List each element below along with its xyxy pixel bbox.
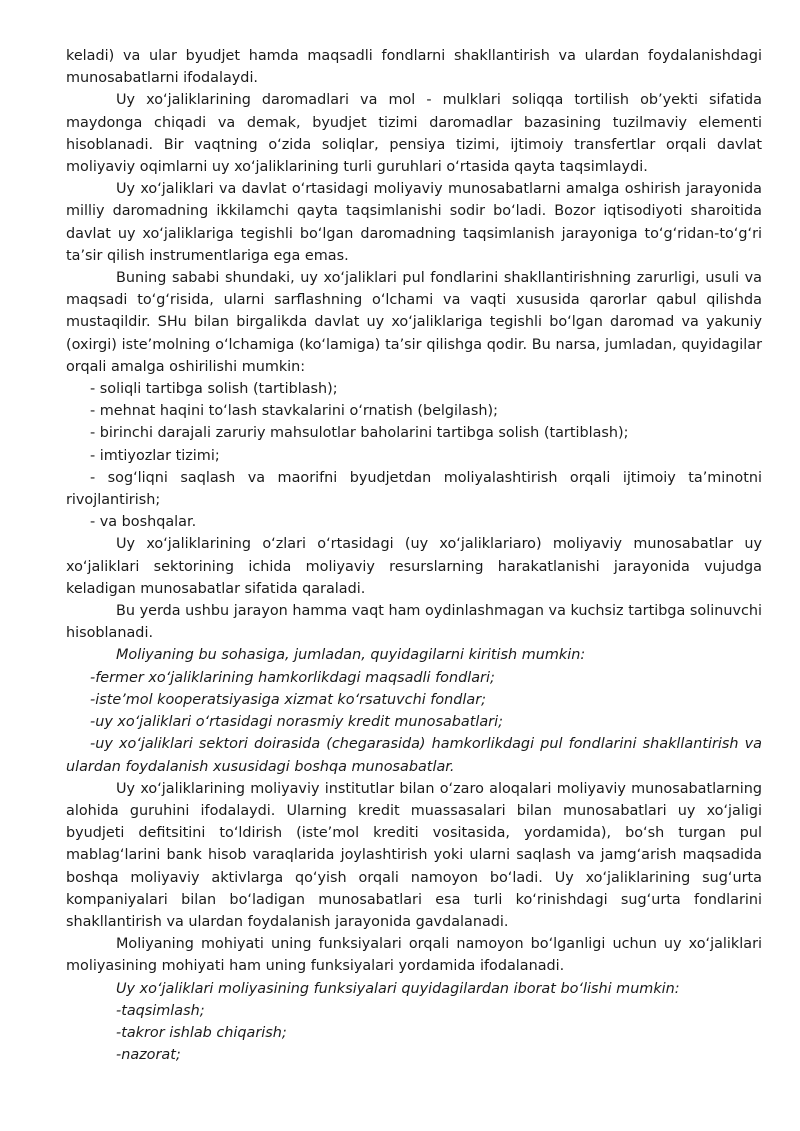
list-item: -uy xo‘jaliklari o‘rtasidagi norasmiy kredit munosabatlari;: [90, 714, 503, 731]
list-item: -nazorat;: [116, 1047, 181, 1064]
list-item: - mehnat haqini to‘lash stavkalarini o‘rnatish (belgilash);: [90, 403, 498, 420]
paragraph-weak-regulation: Bu yerda ushbu jarayon hamma vaqt ham oydinlashmagan va kuchsiz tartibga solinuvchi hisoblanadi.: [66, 603, 762, 642]
paragraph-functions-intro: Uy xo‘jaliklari moliyasining funksiyalari quyidagilardan iborat bo‘lishi mumkin:: [116, 980, 680, 997]
paragraph-sphere-intro: Moliyaning bu sohasiga, jumladan, quyidagilarni kiritish mumkin:: [116, 647, 586, 664]
list-item: -fermer xo‘jaliklarining hamkorlikdagi maqsadli fondlari;: [90, 669, 495, 686]
list-item: - imtiyozlar tizimi;: [90, 447, 220, 464]
list-item: - sog‘liqni saqlash va maorifni byudjetdan moliyalashtirish orqali ijtimoiy ta’minotni rivojlantirish;: [66, 469, 762, 509]
list-item: - soliqli tartibga solish (tartiblash);: [90, 381, 338, 398]
list-item: -takror ishlab chiqarish;: [116, 1024, 287, 1041]
paragraph-state-relations: Uy xo‘jaliklari va davlat o‘rtasidagi moliyaviy munosabatlarni amalga oshirish jarayonida milliy daromadning ikkilamchi qayta taqsimlanishi sodir bo‘ladi. Bozor iqtisodiyoti sharoitida davlat uy xo‘jaliklariga tegishli bo‘lgan daromadning taqsimlanish jarayoniga to‘g‘ridan-to‘g‘ri ta’sir qilish instrumentlariga ega emas.: [66, 181, 762, 264]
list-item: -taqsimlash;: [116, 1002, 205, 1019]
list-item: -iste’mol kooperatsiyasiga xizmat ko‘rsatuvchi fondlar;: [90, 691, 486, 708]
paragraph-independence: Buning sababi shundaki, uy xo‘jaliklari pul fondlarini shakllantirishning zarurligi, usuli va maqsadi to‘g‘risida, ularni sarflashning o‘lchami va vaqti xususida qarorlar qabul qilishda mustaqildir. SHu bilan birgalikda davlat uy xo‘jaliklariga tegishli bo‘lgan daromad va yakuniy (oxirgi) iste’molning o‘lchamiga (ko‘lamiga) ta’sir qilishga qodir. Bu narsa, jumladan, quyidagilar orqali amalga oshirilishi mumkin:: [66, 270, 762, 375]
paragraph-continuation: keladi) va ular byudjet hamda maqsadli fondlarni shakllantirish va ulardan foydalanishdagi munosabatlarni ifodalaydi.: [66, 48, 762, 87]
paragraph-essence: Moliyaning mohiyati uning funksiyalari orqali namoyon bo‘lganligi uchun uy xo‘jaliklari moliyasining mohiyati ham uning funksiyalari yordamida ifodalanadi.: [66, 936, 762, 975]
paragraph-inter-household: Uy xo‘jaliklarining o‘zlari o‘rtasidagi (uy xo‘jaliklariaro) moliyaviy munosabatlar uy xo‘jaliklari sektorining ichida moliyaviy resurslarning harakatlanishi jarayonida vujudga keladigan munosabatlar sifatida qaraladi.: [66, 536, 762, 597]
paragraph-income-taxation: Uy xo‘jaliklarining daromadlari va mol - mulklari soliqqa tortilish ob’yekti sifatida maydonga chiqadi va demak, byudjet tizimi daromadlar bazasining tuzilmaviy elementi hisoblanadi. Bir vaqtning o‘zida soliqlar, pensiya tizimi, ijtimoiy transfertlar orqali davlat moliyaviy oqimlarni uy xo‘jaliklarining turli guruhlari o‘rtasida qayta taqsimlaydi.: [66, 92, 762, 176]
list-item: - birinchi darajali zaruriy mahsulotlar baholarini tartibga solish (tartiblash);: [90, 425, 629, 442]
paragraph-financial-institutions: Uy xo‘jaliklarining moliyaviy institutlar bilan o‘zaro aloqalari moliyaviy munosabatlarning alohida guruhini ifodalaydi. Ularning kredit muassasalari bilan munosabatlari uy xo‘jaligi byudjeti defitsitini to‘ldirish (iste’mol krediti vositasida, yordamida), bo‘sh turgan pul mablag‘larini bank hisob varaqlarida joylashtirish yoki ularni saqlash va jamg‘arish maqsadida boshqa moliyaviy aktivlarga qo‘yish orqali namoyon bo‘ladi. Uy xo‘jaliklarining sug‘urta kompaniyalari bilan bo‘ladigan munosabatlari esa turli ko‘rinishdagi sug‘urta fondlarini shakllantirish va ulardan foydalanish jarayonida gavdalanadi.: [66, 780, 762, 930]
list-item: - va boshqalar.: [90, 514, 197, 531]
list-item: -uy xo‘jaliklari sektori doirasida (chegarasida) hamkorlikdagi pul fondlarini shakllantirish va ulardan foydalanish xususidagi boshqa munosabatlar.: [66, 736, 762, 775]
